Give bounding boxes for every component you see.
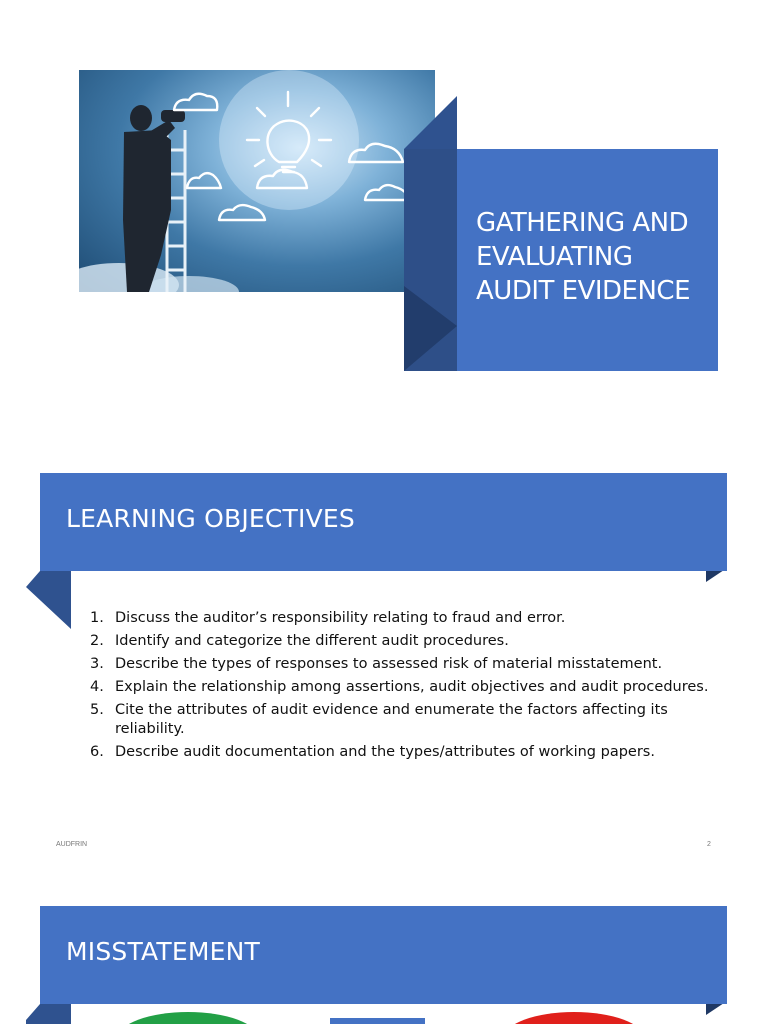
title-photo [79, 70, 435, 292]
objectives-list [86, 609, 726, 766]
footer-page-number: 2 [707, 841, 711, 848]
item-text: Discuss the auditor’s responsibility relating to fraud and error. [115, 610, 566, 626]
title-fold-shape [404, 96, 457, 371]
section-heading: MISSTATEMENT [66, 937, 260, 966]
item-number: 2. [90, 633, 104, 649]
title-line: GATHERING AND [476, 208, 689, 238]
item-number: 5. [90, 702, 104, 718]
misstatement-banner [40, 906, 727, 1004]
list-item [86, 609, 726, 628]
list-item [86, 743, 726, 762]
item-number: 6. [90, 744, 104, 760]
section-heading: LEARNING OBJECTIVES [66, 504, 355, 533]
list-item [86, 701, 726, 739]
item-number: 1. [90, 610, 104, 626]
title-box [457, 149, 718, 371]
list-item [86, 655, 726, 674]
item-text: Cite the attributes of audit evidence and enumerate the factors affecting its reliability. [115, 702, 668, 737]
item-text: Describe audit documentation and the types/attributes of working papers. [115, 744, 655, 760]
red-circle-shape [504, 1012, 644, 1024]
list-item [86, 678, 726, 697]
businessman-binoculars-illustration [79, 70, 435, 292]
item-text: Explain the relationship among assertions, audit objectives and audit procedures. [115, 679, 709, 695]
list-item [86, 632, 726, 651]
item-text: Identify and categorize the different audit procedures. [115, 633, 509, 649]
item-number: 3. [90, 656, 104, 672]
title-line: AUDIT EVIDENCE [476, 276, 691, 306]
presentation-title [476, 206, 716, 308]
green-circle-shape [118, 1012, 258, 1024]
learning-objectives-banner [40, 473, 727, 571]
item-number: 4. [90, 679, 104, 695]
item-text: Describe the types of responses to assessed risk of material misstatement. [115, 656, 663, 672]
diagram-peek [0, 1004, 768, 1024]
title-line: EVALUATING [476, 242, 633, 272]
blue-box-shape [330, 1018, 425, 1024]
footer-course-code: AUDFRIN [56, 841, 88, 848]
